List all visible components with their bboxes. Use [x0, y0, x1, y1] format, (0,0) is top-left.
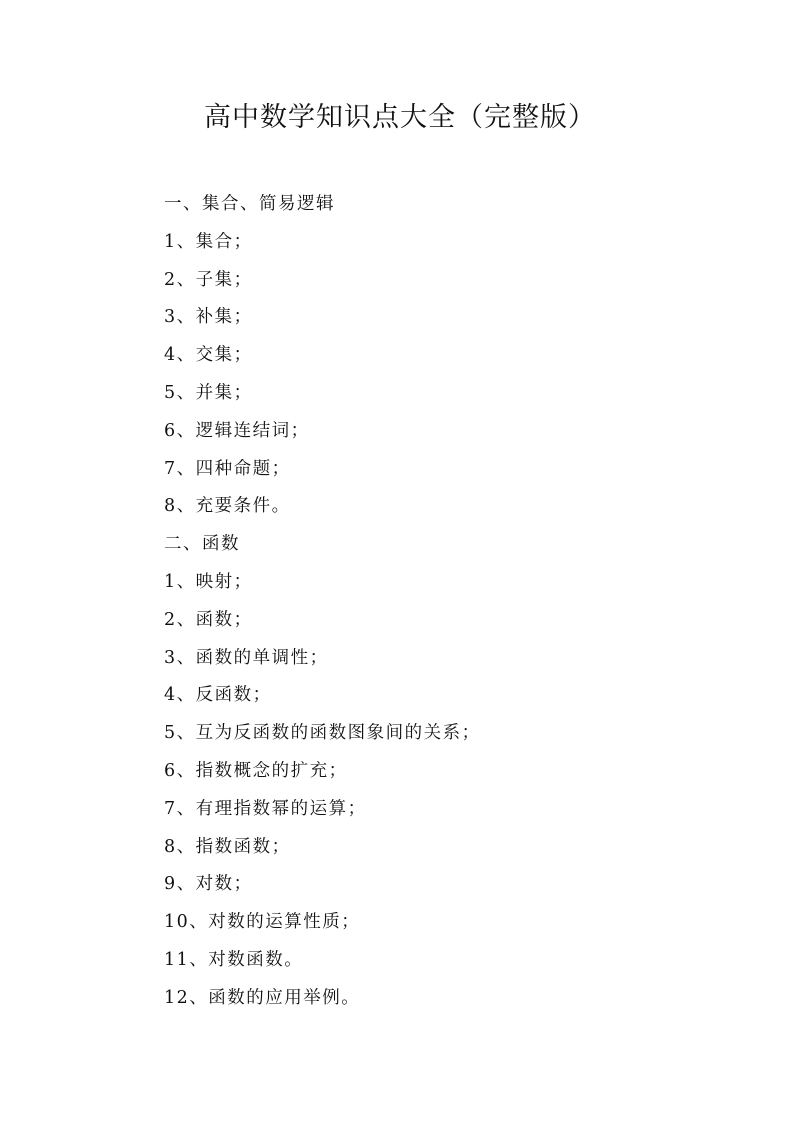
list-item: 1、映射； — [164, 571, 253, 592]
list-item: 1、集合； — [164, 231, 253, 252]
list-item: 3、函数的单调性； — [164, 647, 329, 668]
list-item: 11、对数函数。 — [164, 949, 304, 970]
list-item: 5、互为反函数的函数图象间的关系； — [164, 723, 481, 744]
list-item: 7、有理指数幂的运算； — [164, 798, 367, 819]
list-item: 2、子集； — [164, 269, 253, 290]
list-item: 6、指数概念的扩充； — [164, 760, 348, 781]
document-title: 高中数学知识点大全（完整版） — [204, 102, 596, 133]
list-item: 9、对数； — [164, 874, 253, 895]
list-item: 4、反函数； — [164, 685, 272, 706]
list-item: 8、充要条件。 — [164, 496, 291, 517]
outline-list — [164, 186, 764, 1018]
section-heading-sets-logic: 一、集合、简易逻辑 — [164, 194, 335, 214]
list-item: 5、并集； — [164, 382, 253, 403]
list-item: 2、函数； — [164, 609, 253, 630]
list-item: 8、指数函数； — [164, 836, 291, 857]
list-item: 4、交集； — [164, 345, 253, 366]
list-item: 10、对数的运算性质； — [164, 912, 361, 933]
list-item: 12、函数的应用举例。 — [164, 987, 361, 1008]
list-item: 3、补集； — [164, 307, 253, 328]
list-item: 7、四种命题； — [164, 458, 291, 479]
section-heading-functions: 二、函数 — [164, 534, 240, 555]
list-item: 6、逻辑连结词； — [164, 420, 310, 441]
